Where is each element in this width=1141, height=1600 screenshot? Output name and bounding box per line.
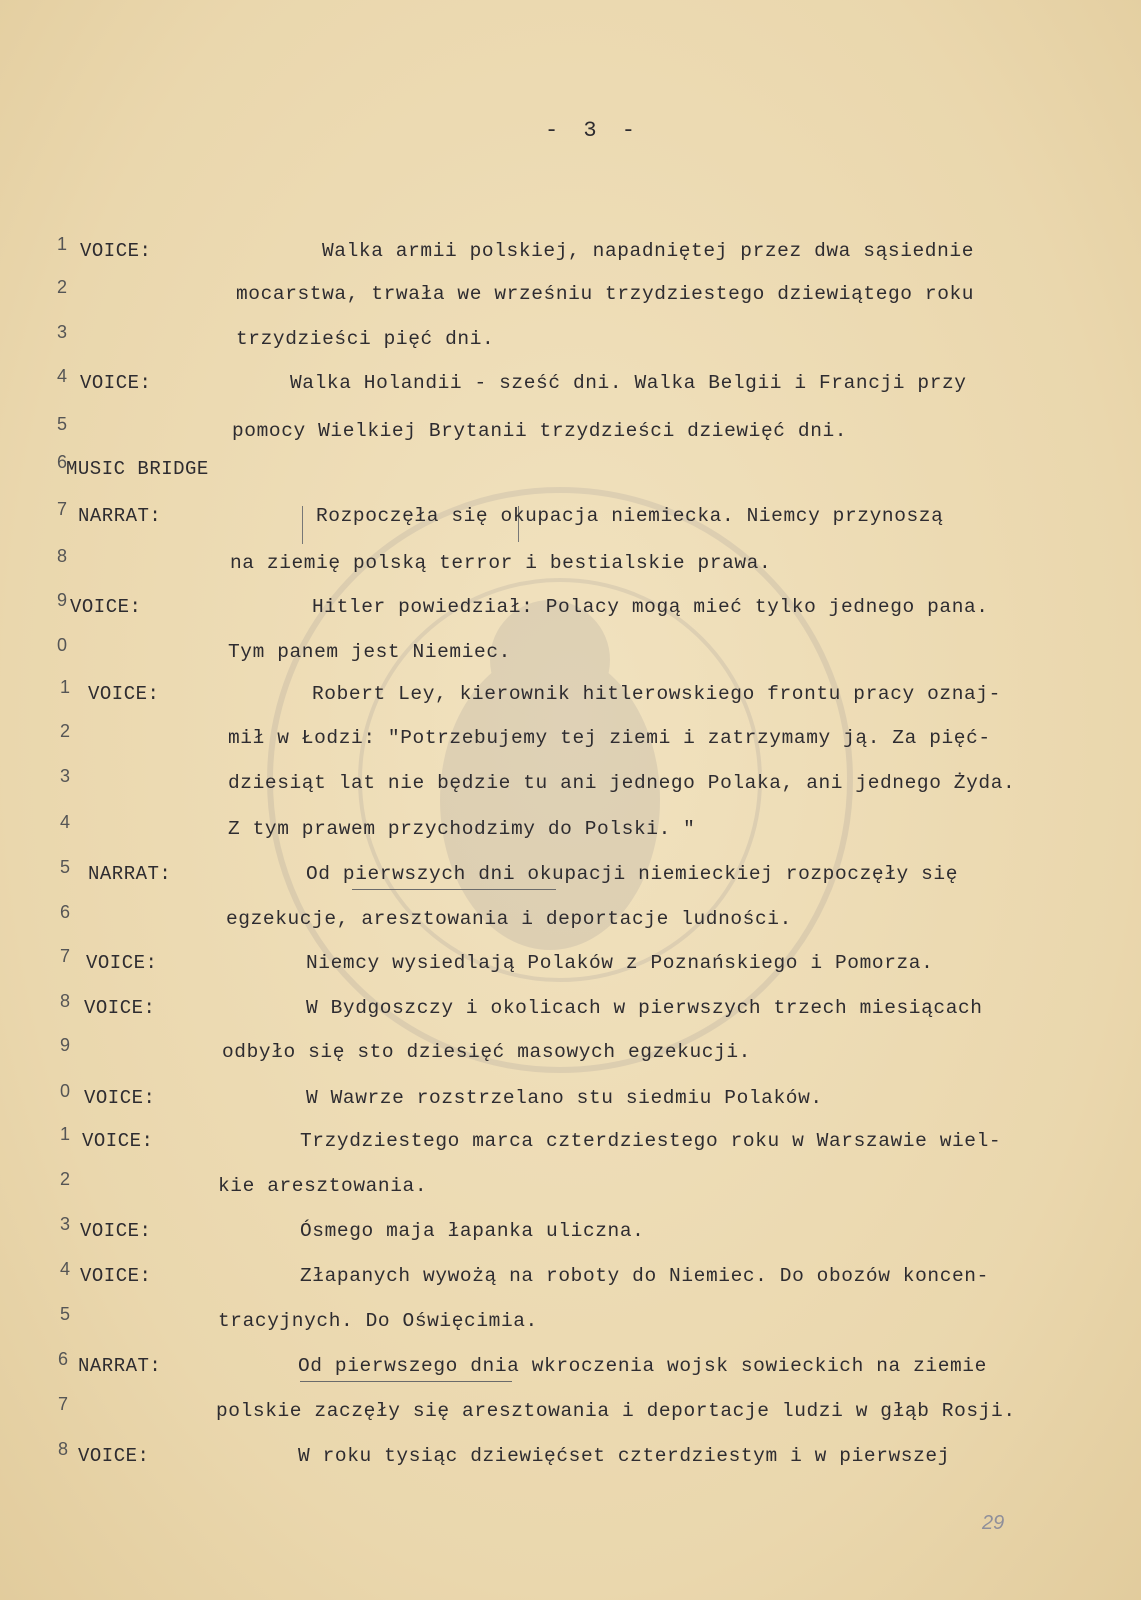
line-text: trzydzieści pięć dni. — [236, 328, 495, 350]
line-text: kie aresztowania. — [218, 1175, 428, 1197]
speaker-label: VOICE: — [70, 596, 142, 618]
script-line — [0, 1124, 1141, 1170]
pencil-underline — [352, 889, 556, 890]
line-number: 7 — [57, 499, 68, 519]
line-number: 2 — [60, 1169, 71, 1189]
line-number: 9 — [60, 1035, 71, 1055]
line-text: Od pierwszych dni okupacji niemieckiej rozpoczęły się — [306, 863, 959, 885]
line-number: 4 — [60, 1259, 71, 1279]
script-line — [0, 1394, 1141, 1440]
line-number: 8 — [58, 1439, 69, 1459]
script-line — [0, 635, 1141, 681]
line-number: 2 — [60, 721, 71, 741]
script-line — [0, 1304, 1141, 1350]
script-line — [0, 1259, 1141, 1305]
line-number: 4 — [57, 366, 68, 386]
line-number: 6 — [57, 452, 68, 472]
line-number: 1 — [60, 677, 71, 697]
speaker-label: VOICE: — [84, 997, 156, 1019]
speaker-label: MUSIC BRIDGE — [66, 458, 209, 480]
script-line — [0, 902, 1141, 948]
script-line — [0, 590, 1141, 636]
speaker-label: VOICE: — [80, 1220, 152, 1242]
line-text: Robert Ley, kierownik hitlerowskiego frontu pracy oznaj- — [312, 683, 1001, 705]
script-line — [0, 857, 1141, 903]
line-text: mił w Łodzi: "Potrzebujemy tej ziemi i zatrzymamy ją. Za pięć- — [228, 727, 991, 749]
script-line — [0, 366, 1141, 412]
line-text: Walka armii polskiej, napadniętej przez dwa sąsiednie — [322, 240, 975, 262]
pencil-underline — [300, 1381, 512, 1382]
script-line — [0, 452, 1141, 498]
line-number: 8 — [57, 546, 68, 566]
line-text: Tym panem jest Niemiec. — [228, 641, 511, 663]
line-number: 4 — [60, 812, 71, 832]
line-number: 5 — [60, 1304, 71, 1324]
script-line — [0, 546, 1141, 592]
line-number: 7 — [60, 946, 71, 966]
line-number: 8 — [60, 991, 71, 1011]
line-text: Trzydziestego marca czterdziestego roku w Warszawie wiel- — [300, 1130, 1002, 1152]
speaker-label: VOICE: — [78, 1445, 150, 1467]
line-text: W Wawrze rozstrzelano stu siedmiu Polaków. — [306, 1087, 823, 1109]
speaker-label: VOICE: — [84, 1087, 156, 1109]
speaker-label: VOICE: — [88, 683, 160, 705]
line-number: 3 — [60, 1214, 71, 1234]
line-number: 5 — [60, 857, 71, 877]
line-text: Od pierwszego dnia wkroczenia wojsk sowieckich na ziemie — [298, 1355, 987, 1377]
line-text: Niemcy wysiedlają Polaków z Poznańskiego i Pomorza. — [306, 952, 934, 974]
line-text: Hitler powiedział: Polacy mogą mieć tylko jednego pana. — [312, 596, 989, 618]
speaker-label: VOICE: — [86, 952, 158, 974]
script-line — [0, 1439, 1141, 1485]
page-number: - 3 - — [545, 118, 642, 143]
script-line — [0, 1081, 1141, 1127]
folio-mark: 29 — [982, 1512, 1005, 1534]
line-number: 2 — [57, 277, 68, 297]
line-number: 6 — [58, 1349, 69, 1369]
line-number: 1 — [60, 1124, 71, 1144]
script-line — [0, 1035, 1141, 1081]
speaker-label: VOICE: — [80, 372, 152, 394]
script-line — [0, 991, 1141, 1037]
line-text: tracyjnych. Do Oświęcimia. — [218, 1310, 538, 1332]
line-number: 0 — [60, 1081, 71, 1101]
script-line — [0, 766, 1141, 812]
line-text: Ósmego maja łapanka uliczna. — [300, 1220, 645, 1242]
line-text: odbyło się sto dziesięć masowych egzekucji. — [222, 1041, 751, 1063]
script-line — [0, 322, 1141, 368]
script-line — [0, 1169, 1141, 1215]
script-line — [0, 1349, 1141, 1395]
line-text: dziesiąt lat nie będzie tu ani jednego Polaka, ani jednego Żyda. — [228, 772, 1016, 794]
speaker-label: NARRAT: — [78, 505, 162, 527]
script-line — [0, 812, 1141, 858]
line-number: 5 — [57, 414, 68, 434]
line-number: 9 — [57, 590, 68, 610]
speaker-label: NARRAT: — [78, 1355, 162, 1377]
line-text: polskie zaczęły się aresztowania i deportacje ludzi w głąb Rosji. — [216, 1400, 1016, 1422]
line-number: 3 — [60, 766, 71, 786]
line-text: Z tym prawem przychodzimy do Polski. " — [228, 818, 696, 840]
script-line — [0, 499, 1141, 545]
script-line — [0, 234, 1141, 280]
line-text: Walka Holandii - sześć dni. Walka Belgii i Francji przy — [290, 372, 967, 394]
line-number: 3 — [57, 322, 68, 342]
line-text: pomocy Wielkiej Brytanii trzydzieści dziewięć dni. — [232, 420, 848, 442]
line-number: 7 — [58, 1394, 69, 1414]
line-text: W roku tysiąc dziewięćset czterdziestym i w pierwszej — [298, 1445, 951, 1467]
speaker-label: NARRAT: — [88, 863, 172, 885]
speaker-label: VOICE: — [80, 1265, 152, 1287]
script-line — [0, 1214, 1141, 1260]
line-text: W Bydgoszczy i okolicach w pierwszych trzech miesiącach — [306, 997, 983, 1019]
line-text: Złapanych wywożą na roboty do Niemiec. Do obozów koncen- — [300, 1265, 989, 1287]
script-line — [0, 721, 1141, 767]
line-text: mocarstwa, trwała we wrześniu trzydziestego dziewiątego roku — [236, 283, 975, 305]
line-text: Rozpoczęła się okupacja niemiecka. Niemcy przynoszą — [316, 505, 944, 527]
script-line — [0, 677, 1141, 723]
script-line — [0, 946, 1141, 992]
speaker-label: VOICE: — [80, 240, 152, 262]
script-line — [0, 277, 1141, 323]
line-number: 1 — [57, 234, 68, 254]
line-text: egzekucje, aresztowania i deportacje ludności. — [226, 908, 792, 930]
speaker-label: VOICE: — [82, 1130, 154, 1152]
line-number: 6 — [60, 902, 71, 922]
line-text: na ziemię polską terror i bestialskie prawa. — [230, 552, 772, 574]
line-number: 0 — [57, 635, 68, 655]
script-line — [0, 414, 1141, 460]
